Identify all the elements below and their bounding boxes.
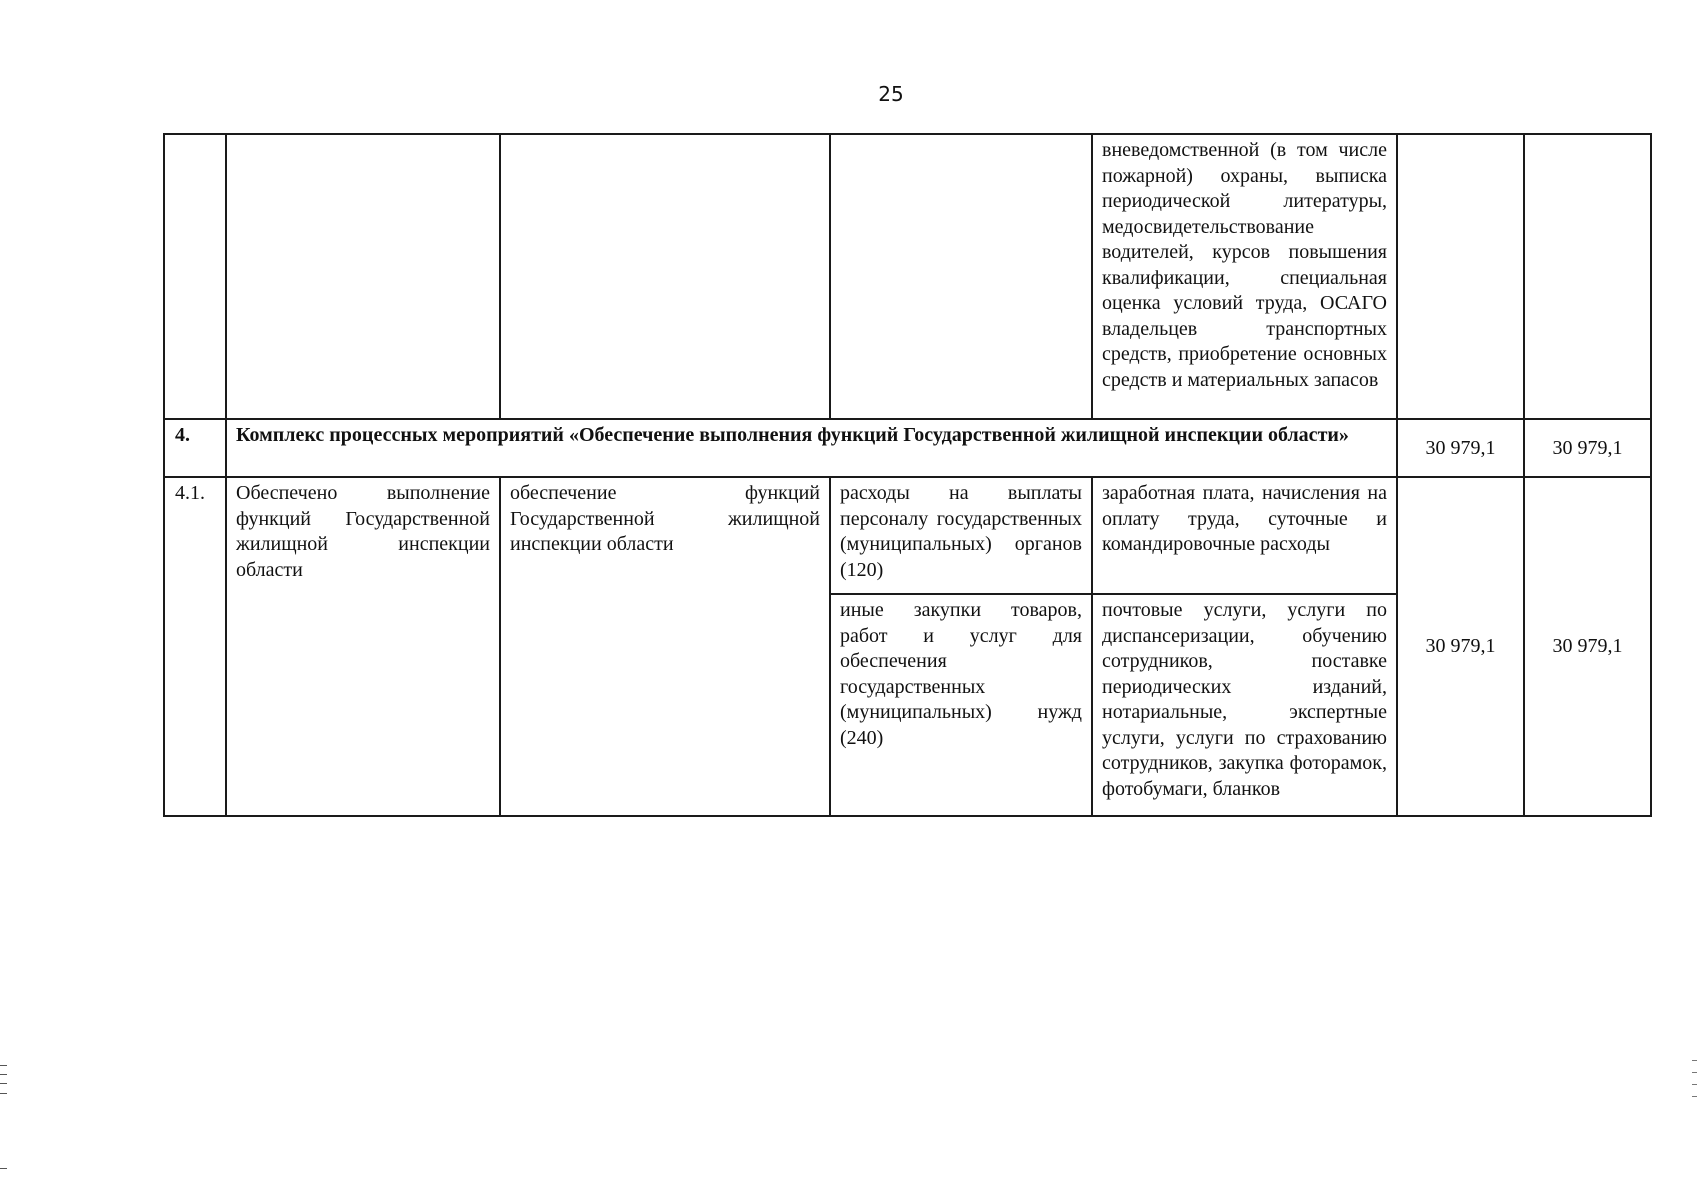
section-title: Комплекс процессных мероприятий «Обеспечение выполнения функций Государственной жилищной инспекции области» <box>226 419 1397 477</box>
cell-result-empty <box>226 134 500 419</box>
item-result: Обеспечено выполнение функций Государственной жилищной инспекции области <box>226 477 500 816</box>
table-row-continuation <box>164 134 1651 419</box>
item-number: 4.1. <box>164 477 226 816</box>
scan-edge-mark <box>1692 1084 1697 1085</box>
activities-table <box>163 133 1652 817</box>
section-value-2: 30 979,1 <box>1524 419 1651 477</box>
section-value-1: 30 979,1 <box>1397 419 1524 477</box>
cell-expense-empty <box>830 134 1092 419</box>
expense-description-120: заработная плата, начисления на оплату труда, суточные и командировочные расходы <box>1092 477 1397 594</box>
scan-edge-mark <box>0 1074 7 1075</box>
cell-measure-empty <box>500 134 830 419</box>
scan-edge-mark <box>1692 1072 1697 1073</box>
item-value-1: 30 979,1 <box>1397 477 1524 816</box>
page-number: 25 <box>878 82 904 106</box>
cell-continued-description: вневедомственной (в том числе пожарной) охраны, выписка периодической литературы, медосвидетельствование водителей, курсов повышения квалификации, специальная оценка условий труда, ОСАГО владельцев транспортных средств, приобретение основных средств и материальных запасов <box>1092 134 1397 419</box>
expense-type-240: иные закупки товаров, работ и услуг для обеспечения государственных (муниципальных) нужд (240) <box>830 594 1092 816</box>
expense-type-120: расходы на выплаты персоналу государственных (муниципальных) органов (120) <box>830 477 1092 594</box>
table-row-item-4-1-a <box>164 477 1651 594</box>
scan-edge-mark <box>0 1083 7 1084</box>
item-value-2: 30 979,1 <box>1524 477 1651 816</box>
section-number: 4. <box>164 419 226 477</box>
table-row-section-4 <box>164 419 1651 477</box>
expense-description-240: почтовые услуги, услуги по диспансеризации, обучению сотрудников, поставке периодических изданий, нотариальные, экспертные услуги, услуги по страхованию сотрудников, закупка фоторамок, фотобумаги, бланков <box>1092 594 1397 816</box>
scan-edge-mark <box>0 1065 7 1066</box>
item-measure: обеспечение функций Государственной жилищной инспекции области <box>500 477 830 816</box>
scan-edge-mark <box>1692 1060 1697 1061</box>
cell-number-empty <box>164 134 226 419</box>
scan-edge-mark <box>0 1093 7 1094</box>
scan-edge-mark <box>1692 1096 1697 1097</box>
cell-value-1-empty <box>1397 134 1524 419</box>
cell-value-2-empty <box>1524 134 1651 419</box>
scan-edge-mark <box>0 1168 7 1169</box>
